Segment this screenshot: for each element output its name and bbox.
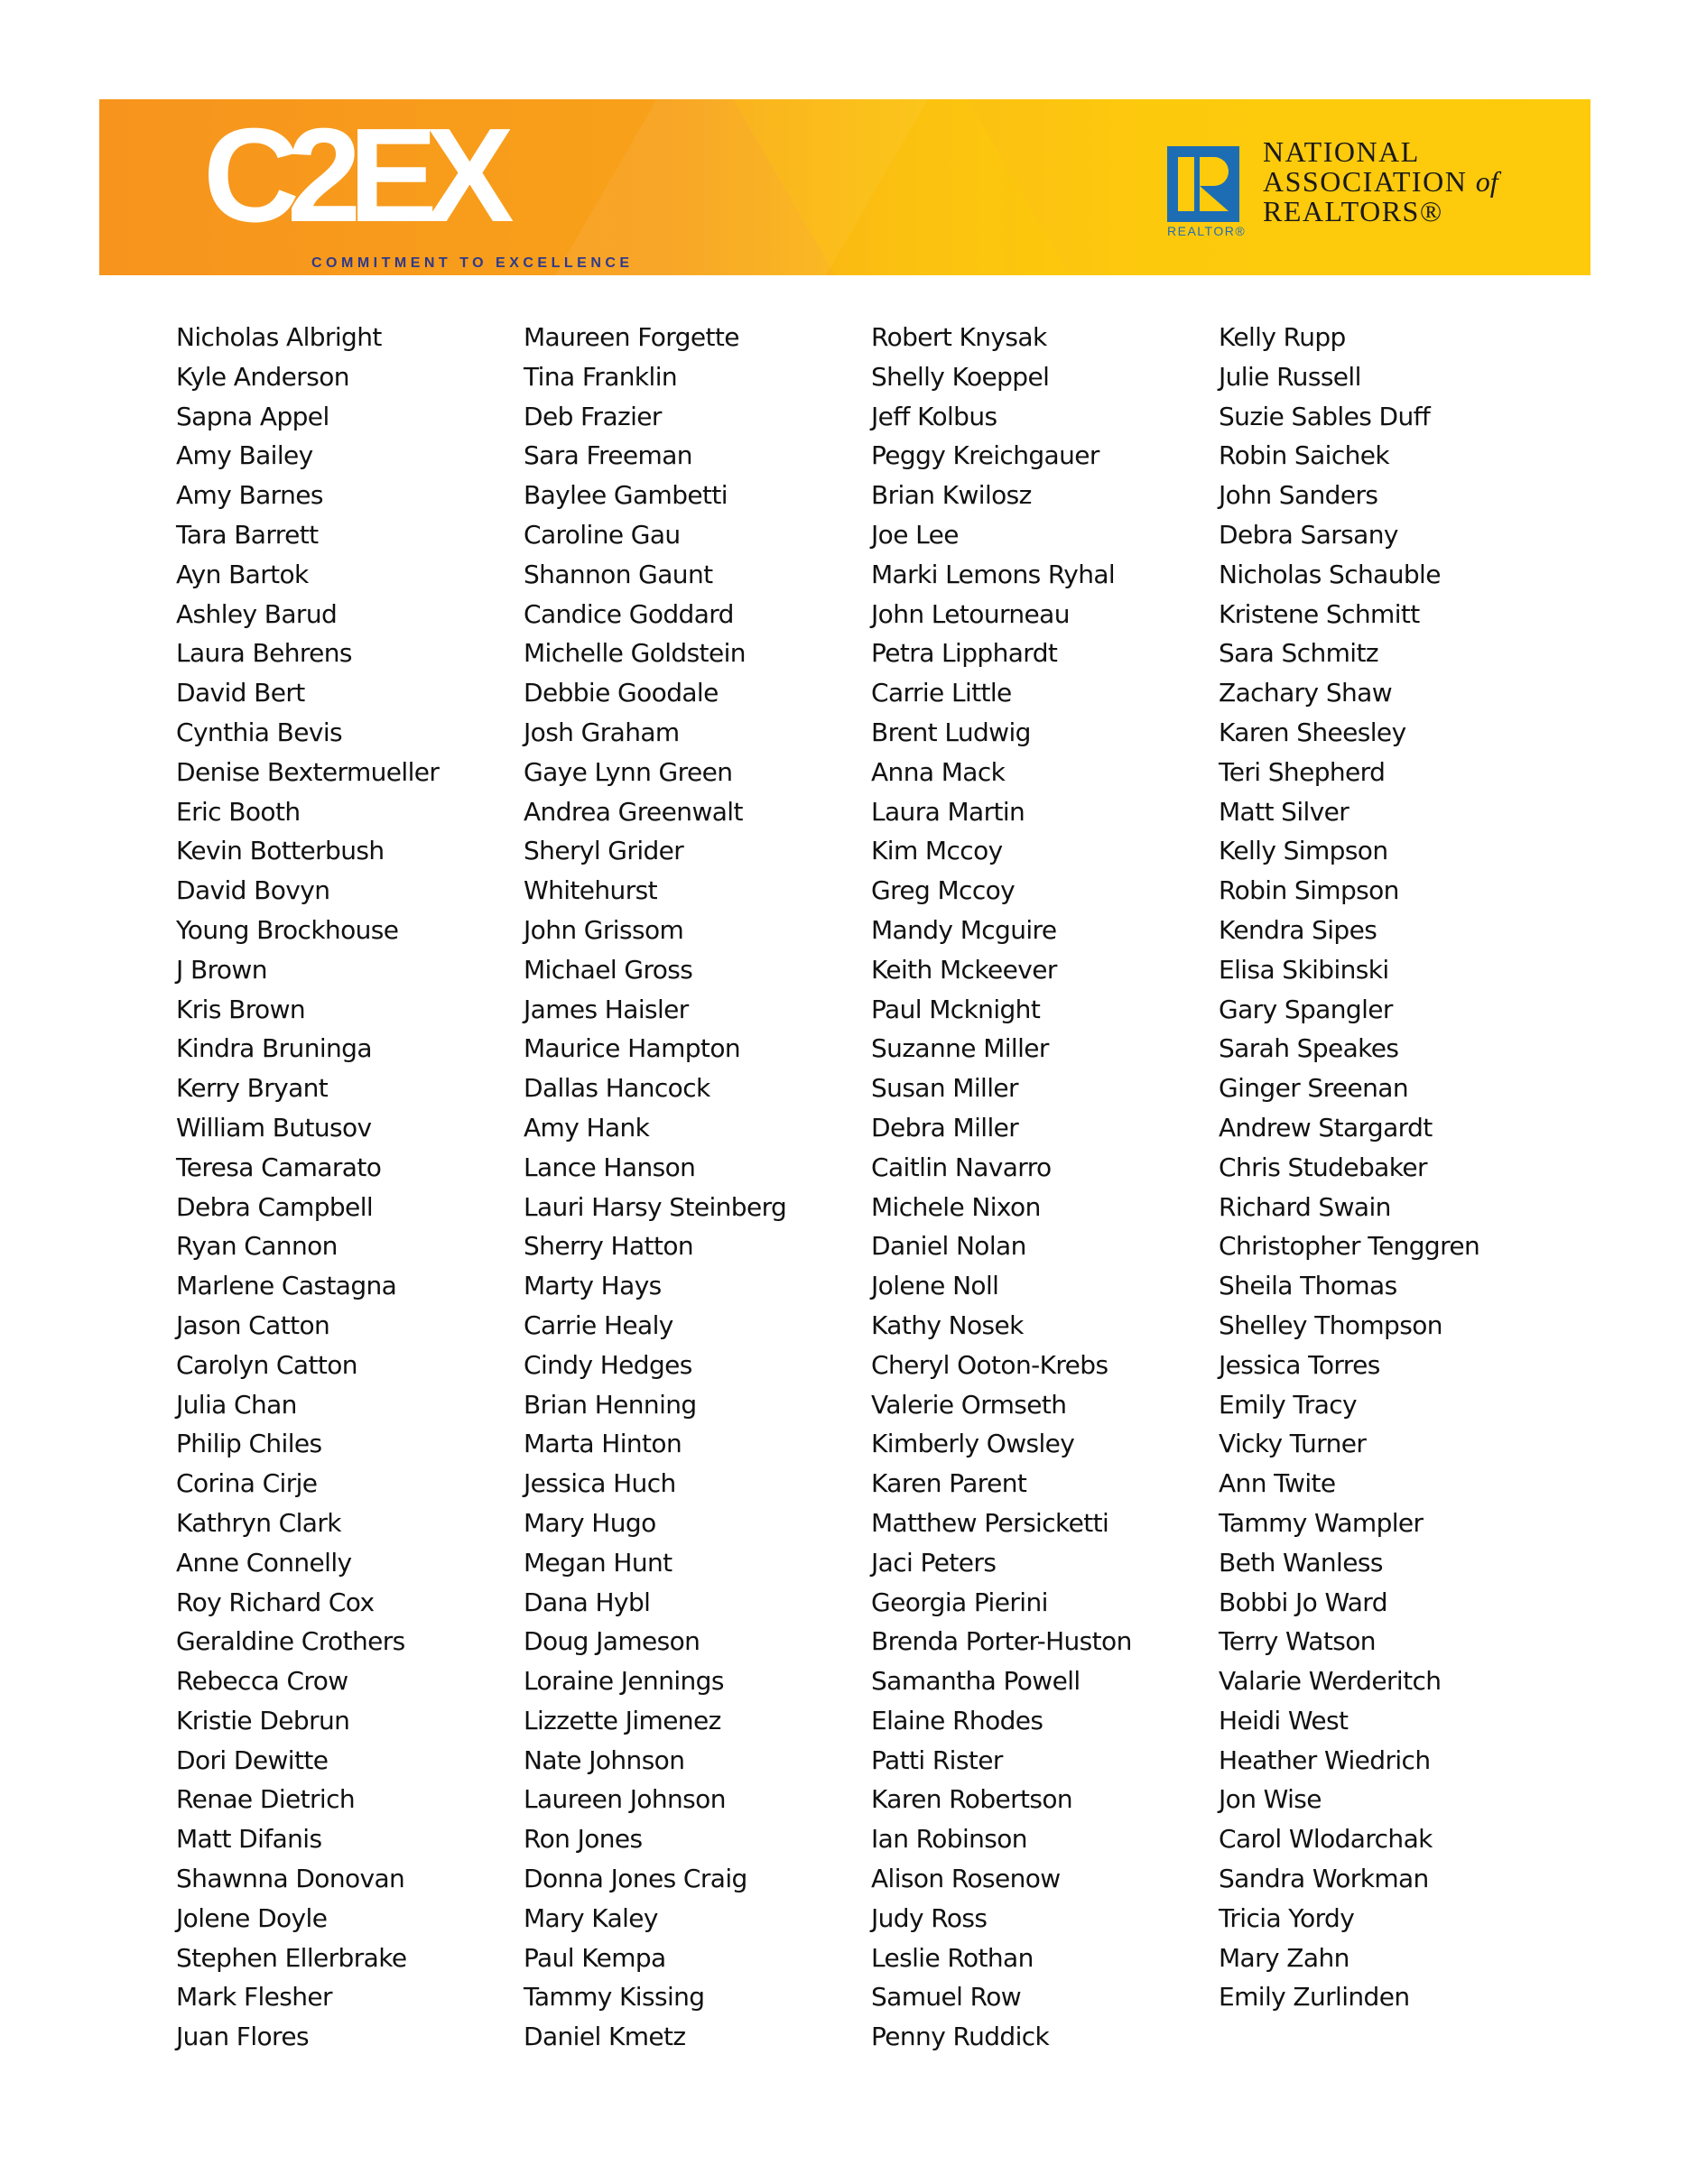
name-entry: Brent Ludwig <box>871 717 1031 747</box>
name-entry: Petra Lipphardt <box>871 638 1058 669</box>
name-entry: Karen Sheesley <box>1219 717 1406 747</box>
name-entry: Samantha Powell <box>871 1666 1081 1697</box>
name-entry: Roy Richard Cox <box>176 1587 375 1617</box>
name-entry: Ron Jones <box>524 1824 643 1855</box>
name-entry: Andrea Greenwalt <box>524 796 743 827</box>
realtor-r-icon <box>1167 146 1239 222</box>
name-entry: Valerie Ormseth <box>871 1389 1067 1420</box>
name-entry: Keith Mckeever <box>871 954 1057 985</box>
nar-name-line1: NATIONAL <box>1263 135 1420 168</box>
names-column-2 <box>524 318 786 2057</box>
name-entry: Jason Catton <box>176 1309 330 1340</box>
name-entry: Daniel Nolan <box>871 1231 1026 1262</box>
name-entry: Dana Hybl <box>524 1587 651 1617</box>
name-entry: Gary Spangler <box>1219 994 1393 1024</box>
name-entry: Brian Kwilosz <box>871 480 1032 511</box>
nar-name <box>1263 137 1498 227</box>
name-entry: Kim Mccoy <box>871 836 1003 866</box>
name-entry: Whitehurst <box>524 875 657 906</box>
name-entry: Elisa Skibinski <box>1219 954 1389 985</box>
name-entry: Carrie Little <box>871 678 1012 708</box>
name-entry: Eric Booth <box>176 796 301 827</box>
name-entry: Caitlin Navarro <box>871 1152 1052 1182</box>
name-entry: Geraldine Crothers <box>176 1626 405 1657</box>
c2ex-tagline: COMMITMENT TO EXCELLENCE <box>311 255 634 271</box>
name-entry: Tammy Wampler <box>1219 1507 1424 1538</box>
name-entry: Terry Watson <box>1219 1626 1376 1657</box>
name-entry: Doug Jameson <box>524 1626 700 1657</box>
name-entry: Paul Kempa <box>524 1942 666 1973</box>
name-entry: Nate Johnson <box>524 1744 685 1775</box>
name-entry: Peggy Kreichgauer <box>871 440 1099 471</box>
name-entry: Lance Hanson <box>524 1152 696 1182</box>
name-entry: Rebecca Crow <box>176 1666 348 1697</box>
name-entry: Kindra Bruninga <box>176 1033 372 1064</box>
nar-name-line2: ASSOCIATION of <box>1263 165 1498 198</box>
name-entry: Marta Hinton <box>524 1429 682 1459</box>
name-entry: Amy Bailey <box>176 440 313 471</box>
name-entry: Alison Rosenow <box>871 1864 1061 1894</box>
realtor-badge-text: REALTOR® <box>1167 224 1247 238</box>
name-entry: Georgia Pierini <box>871 1587 1048 1617</box>
name-entry: Kelly Rupp <box>1219 322 1346 352</box>
name-entry: Sandra Workman <box>1219 1864 1429 1894</box>
name-entry: Debra Miller <box>871 1112 1019 1143</box>
name-entry: Marki Lemons Ryhal <box>871 559 1116 589</box>
name-entry: Sara Freeman <box>524 440 692 471</box>
name-entry: Caroline Gau <box>524 519 681 550</box>
name-entry: Dallas Hancock <box>524 1073 710 1104</box>
name-entry: Amy Hank <box>524 1112 650 1143</box>
name-entry: Robin Simpson <box>1219 875 1399 906</box>
name-entry: Andrew Stargardt <box>1219 1112 1433 1143</box>
name-entry: Tina Franklin <box>524 361 678 392</box>
name-entry: Penny Ruddick <box>871 2022 1050 2052</box>
name-entry: Marlene Castagna <box>176 1271 397 1301</box>
name-entry: Julie Russell <box>1219 361 1361 392</box>
name-entry: Robin Saichek <box>1219 440 1390 471</box>
name-entry: Sheryl Grider <box>524 836 684 866</box>
name-entry: Suzanne Miller <box>871 1033 1049 1064</box>
name-entry: Chris Studebaker <box>1219 1152 1427 1182</box>
name-entry: Heidi West <box>1219 1705 1349 1735</box>
name-entry: Greg Mccoy <box>871 875 1016 906</box>
name-entry: Jaci Peters <box>871 1547 997 1578</box>
name-entry: Megan Hunt <box>524 1547 672 1578</box>
name-entry: Jessica Huch <box>524 1468 676 1499</box>
name-entry: Young Brockhouse <box>176 914 399 945</box>
name-entry: Ashley Barud <box>176 598 338 629</box>
name-entry: Emily Tracy <box>1219 1389 1358 1420</box>
name-entry: Heather Wiedrich <box>1219 1744 1431 1775</box>
name-entry: Beth Wanless <box>1219 1547 1383 1578</box>
nar-name-of: of <box>1475 165 1498 198</box>
name-entry: Michael Gross <box>524 954 693 985</box>
name-entry: Anna Mack <box>871 756 1006 787</box>
name-entry: Philip Chiles <box>176 1429 322 1459</box>
name-entry: Kerry Bryant <box>176 1073 329 1104</box>
name-entry: Dori Dewitte <box>176 1744 329 1775</box>
name-entry: Sara Schmitz <box>1219 638 1378 669</box>
name-entry: Laureen Johnson <box>524 1784 726 1815</box>
name-entry: Sherry Hatton <box>524 1231 693 1262</box>
name-entry: James Haisler <box>524 994 689 1024</box>
name-entry: Donna Jones Craig <box>524 1864 747 1894</box>
name-entry: Mary Hugo <box>524 1507 656 1538</box>
name-entry: Renae Dietrich <box>176 1784 356 1815</box>
name-entry: Vicky Turner <box>1219 1429 1367 1459</box>
name-entry: Kristene Schmitt <box>1219 598 1420 629</box>
name-entry: Valarie Werderitch <box>1219 1666 1442 1697</box>
nar-name-line3: REALTORS® <box>1263 195 1443 227</box>
name-entry: Carol Wlodarchak <box>1219 1824 1433 1855</box>
name-entry: John Sanders <box>1219 480 1378 511</box>
name-entry: John Letourneau <box>871 598 1070 629</box>
c2ex-logo <box>203 101 634 271</box>
name-entry: Julia Chan <box>176 1389 297 1420</box>
name-entry: Nicholas Schauble <box>1219 559 1441 589</box>
name-entry: Joe Lee <box>871 519 959 550</box>
name-entry: Marty Hays <box>524 1271 662 1301</box>
name-entry: Sheila Thomas <box>1219 1271 1397 1301</box>
name-entry: Paul Mcknight <box>871 994 1041 1024</box>
name-entry: Mark Flesher <box>176 1982 332 2013</box>
name-entry: Ryan Cannon <box>176 1231 338 1262</box>
name-entry: Judy Ross <box>871 1902 988 1933</box>
name-entry: Tara Barrett <box>176 519 319 550</box>
name-entry: Michele Nixon <box>871 1191 1041 1222</box>
name-entry: Baylee Gambetti <box>524 480 728 511</box>
name-entry: Corina Cirje <box>176 1468 318 1499</box>
name-entry: Debra Sarsany <box>1219 519 1398 550</box>
name-entry: David Bovyn <box>176 875 330 906</box>
names-column-4 <box>1219 318 1479 2017</box>
name-entry: Carolyn Catton <box>176 1349 357 1380</box>
names-column-3 <box>871 318 1132 2057</box>
name-entry: Susan Miller <box>871 1073 1018 1104</box>
name-entry: John Grissom <box>524 914 684 945</box>
name-entry: Cindy Hedges <box>524 1349 692 1380</box>
name-entry: Jeff Kolbus <box>871 401 997 431</box>
name-entry: Zachary Shaw <box>1219 678 1392 708</box>
name-entry: Josh Graham <box>524 717 680 747</box>
name-entry: Mary Zahn <box>1219 1942 1349 1973</box>
name-entry: Tricia Yordy <box>1219 1902 1355 1933</box>
name-entry: David Bert <box>176 678 305 708</box>
name-entry: Matt Silver <box>1219 796 1349 827</box>
header-banner <box>99 99 1591 275</box>
name-entry: Laura Martin <box>871 796 1025 827</box>
name-entry: Loraine Jennings <box>524 1666 724 1697</box>
c2ex-logo-mark: C2EX <box>203 101 502 250</box>
name-entry: Ian Robinson <box>871 1824 1027 1855</box>
name-entry: Ayn Bartok <box>176 559 309 589</box>
names-column-1 <box>176 318 439 2057</box>
name-entry: Shannon Gaunt <box>524 559 713 589</box>
name-entry: Matthew Persicketti <box>871 1507 1109 1538</box>
name-entry: Kimberly Owsley <box>871 1429 1075 1459</box>
name-entry: Sarah Speakes <box>1219 1033 1399 1064</box>
name-entry: Teri Shepherd <box>1219 756 1386 787</box>
name-entry: Suzie Sables Duff <box>1219 401 1431 431</box>
name-entry: Teresa Camarato <box>176 1152 382 1182</box>
name-entry: Kris Brown <box>176 994 306 1024</box>
name-entry: Brian Henning <box>524 1389 697 1420</box>
name-entry: Daniel Kmetz <box>524 2022 686 2052</box>
name-entry: Stephen Ellerbrake <box>176 1942 407 1973</box>
name-entry: Denise Bextermueller <box>176 756 440 787</box>
name-entry: Jolene Noll <box>871 1271 999 1301</box>
name-entry: Ann Twite <box>1219 1468 1336 1499</box>
name-entry: Jolene Doyle <box>176 1902 328 1933</box>
name-entry: Sapna Appel <box>176 401 329 431</box>
name-entry: Bobbi Jo Ward <box>1219 1587 1387 1617</box>
name-entry: Deb Frazier <box>524 401 662 431</box>
name-entry: Amy Barnes <box>176 480 323 511</box>
name-entry: Kristie Debrun <box>176 1705 350 1735</box>
name-entry: Mandy Mcguire <box>871 914 1057 945</box>
name-entry: Richard Swain <box>1219 1191 1391 1222</box>
name-entry: Kathy Nosek <box>871 1309 1024 1340</box>
name-entry: Debbie Goodale <box>524 678 719 708</box>
name-entry: Matt Difanis <box>176 1824 322 1855</box>
name-entry: Kelly Simpson <box>1219 836 1388 866</box>
name-entry: Laura Behrens <box>176 638 352 669</box>
name-entry: Maurice Hampton <box>524 1033 740 1064</box>
name-entry: Gaye Lynn Green <box>524 756 733 787</box>
name-entry: Patti Rister <box>871 1744 1003 1775</box>
name-entry: Jessica Torres <box>1219 1349 1380 1380</box>
name-entry: Anne Connelly <box>176 1547 352 1578</box>
name-entry: Shelly Koeppel <box>871 361 1050 392</box>
name-entry: Cynthia Bevis <box>176 717 343 747</box>
name-entry: Kathryn Clark <box>176 1507 341 1538</box>
name-entry: Maureen Forgette <box>524 322 739 352</box>
name-entry: Samuel Row <box>871 1982 1022 2013</box>
name-entry: Ginger Sreenan <box>1219 1073 1409 1104</box>
name-entry: Emily Zurlinden <box>1219 1982 1410 2013</box>
name-entry: Christopher Tenggren <box>1219 1231 1480 1262</box>
name-entry: Elaine Rhodes <box>871 1705 1043 1735</box>
name-entry: Debra Campbell <box>176 1191 374 1222</box>
name-entry: Shawnna Donovan <box>176 1864 405 1894</box>
name-entry: Carrie Healy <box>524 1309 673 1340</box>
name-entry: William Butusov <box>176 1112 372 1143</box>
name-entry: Juan Flores <box>176 2022 309 2052</box>
name-entry: Michelle Goldstein <box>524 638 746 669</box>
name-entry: Kendra Sipes <box>1219 914 1377 945</box>
name-entry: Tammy Kissing <box>524 1982 705 2013</box>
name-entry: Mary Kaley <box>524 1902 658 1933</box>
name-entry: Jon Wise <box>1219 1784 1322 1815</box>
name-entry: Kevin Botterbush <box>176 836 385 866</box>
name-entry: Shelley Thompson <box>1219 1309 1442 1340</box>
name-entry: Lauri Harsy Steinberg <box>524 1191 787 1222</box>
name-entry: Candice Goddard <box>524 598 734 629</box>
nar-logo <box>1167 135 1564 244</box>
name-entry: Leslie Rothan <box>871 1942 1034 1973</box>
name-entry: Karen Robertson <box>871 1784 1073 1815</box>
name-entry: Cheryl Ooton-Krebs <box>871 1349 1108 1380</box>
name-entry: J Brown <box>176 954 267 985</box>
name-entry: Nicholas Albright <box>176 322 382 352</box>
name-entry: Kyle Anderson <box>176 361 349 392</box>
name-entry: Robert Knysak <box>871 322 1047 352</box>
name-entry: Lizzette Jimenez <box>524 1705 721 1735</box>
name-entry: Karen Parent <box>871 1468 1027 1499</box>
name-entry: Brenda Porter-Huston <box>871 1626 1132 1657</box>
